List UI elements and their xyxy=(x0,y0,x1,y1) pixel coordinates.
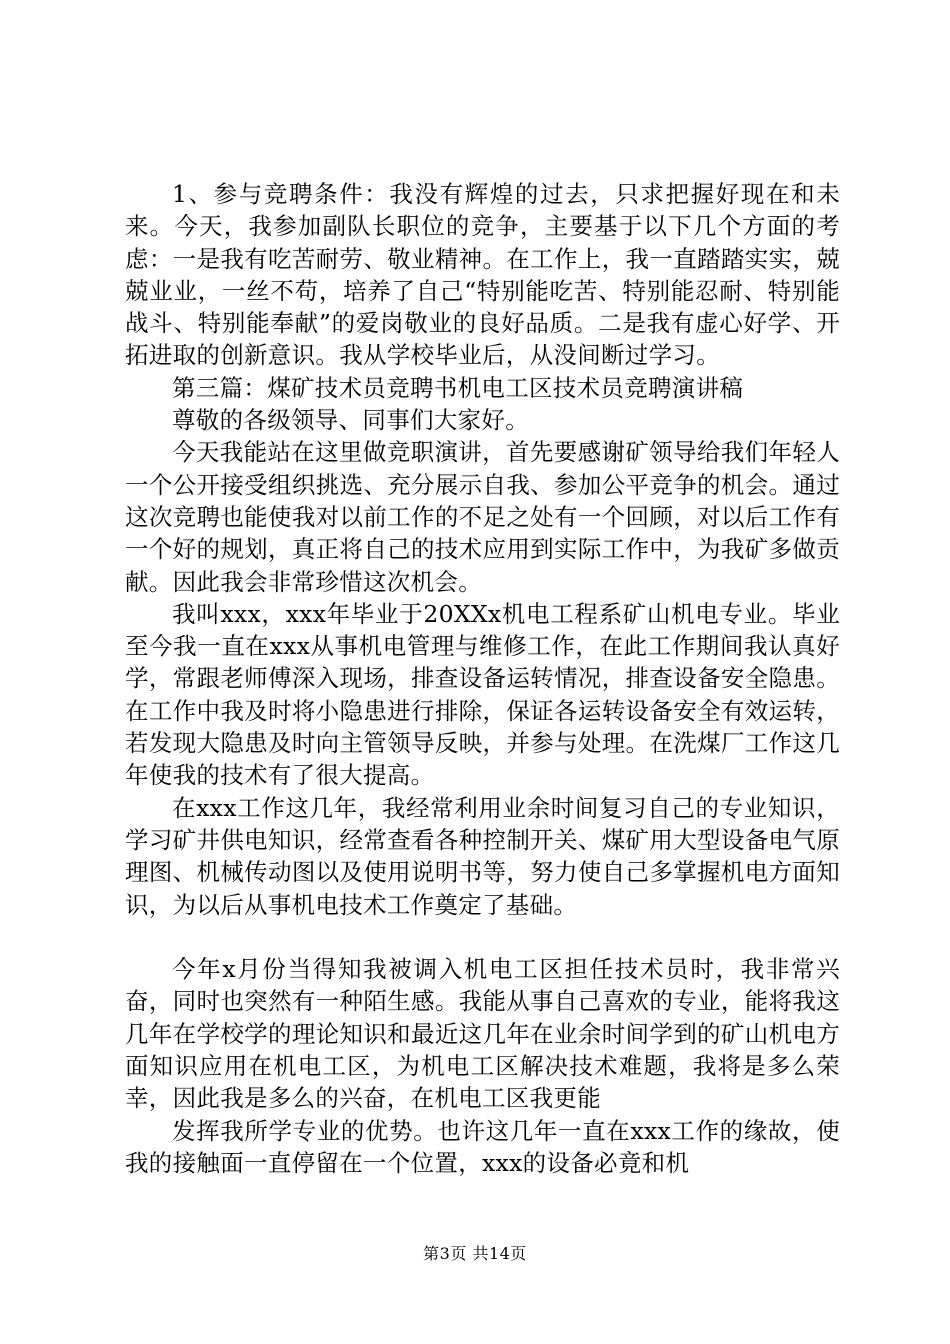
paragraph-introduction: 今天我能站在这里做竞职演讲，首先要感谢矿领导给我们年轻人一个公开接受组织挑选、充分展示自我、参加公平竞争的机会。通过这次竞聘也能使我对以前工作的不足之处有一个回顾，对以后工作有一个好的规划，真正将自己的技术应用到实际工作中，为我矿多做贡献。因此我会非常珍惜这次机会。 xyxy=(125,438,840,596)
paragraph-greeting: 尊敬的各级领导、同事们大家好。 xyxy=(172,406,529,435)
page-footer xyxy=(0,1244,950,1264)
document-body xyxy=(125,178,840,1179)
paragraph-new-assignment: 今年x月份当得知我被调入机电工区担任技术员时，我非常兴奋，同时也突然有一种陌生感。我能从事自己喜欢的专业，能将我这几年在学校学的理论知识和最近这几年在业余时间学到的矿山机电方面知识应用在机电工区，为机电工区解决技术难题，我将是多么荣幸，因此我是多么的兴奋，在机电工区我更能 xyxy=(125,955,840,1113)
paragraph-continuation: 发挥我所学专业的优势。也许这几年一直在xxx工作的缘故，使我的接触面一直停留在一个位置，xxx的设备必竟和机 xyxy=(125,1116,840,1177)
page-number: 第3页 共14页 xyxy=(423,1244,527,1263)
paragraph-spacer xyxy=(125,921,840,953)
section-heading: 第三篇：煤矿技术员竞聘书机电工区技术员竞聘演讲稿 xyxy=(172,373,744,402)
paragraph-self-study: 在xxx工作这几年，我经常利用业余时间复习自己的专业知识，学习矿井供电知识，经常查看各种控制开关、煤矿用大型设备电气原理图、机械传动图以及使用说明书等，努力使自己多掌握机电方面知识，为以后从事机电技术工作奠定了基础。 xyxy=(125,793,840,919)
paragraph-competition-conditions: 1、参与竞聘条件：我没有辉煌的过去，只求把握好现在和未来。今天，我参加副队长职位的竞争，主要基于以下几个方面的考虑：一是我有吃苦耐劳、敬业精神。在工作上，我一直踏踏实实，兢兢业业，一丝不苟，培养了自己“特别能吃苦、特别能忍耐、特别能战斗、特别能奉献”的爱岗敬业的良好品质。二是我有虚心好学、开拓进取的创新意识。我从学校毕业后，从没间断过学习。 xyxy=(125,180,840,370)
paragraph-background: 我叫xxx，xxx年毕业于20XXx机电工程系矿山机电专业。毕业至今我一直在xxx从事机电管理与维修工作，在此工作期间我认真好学，常跟老师傅深入现场，排查设备运转情况，排查设备安全隐患。在工作中我及时将小隐患进行排除，保证各运转设备安全有效运转，若发现大隐患及时向主管领导反映，并参与处理。在洗煤厂工作这几年使我的技术有了很大提高。 xyxy=(125,599,840,790)
